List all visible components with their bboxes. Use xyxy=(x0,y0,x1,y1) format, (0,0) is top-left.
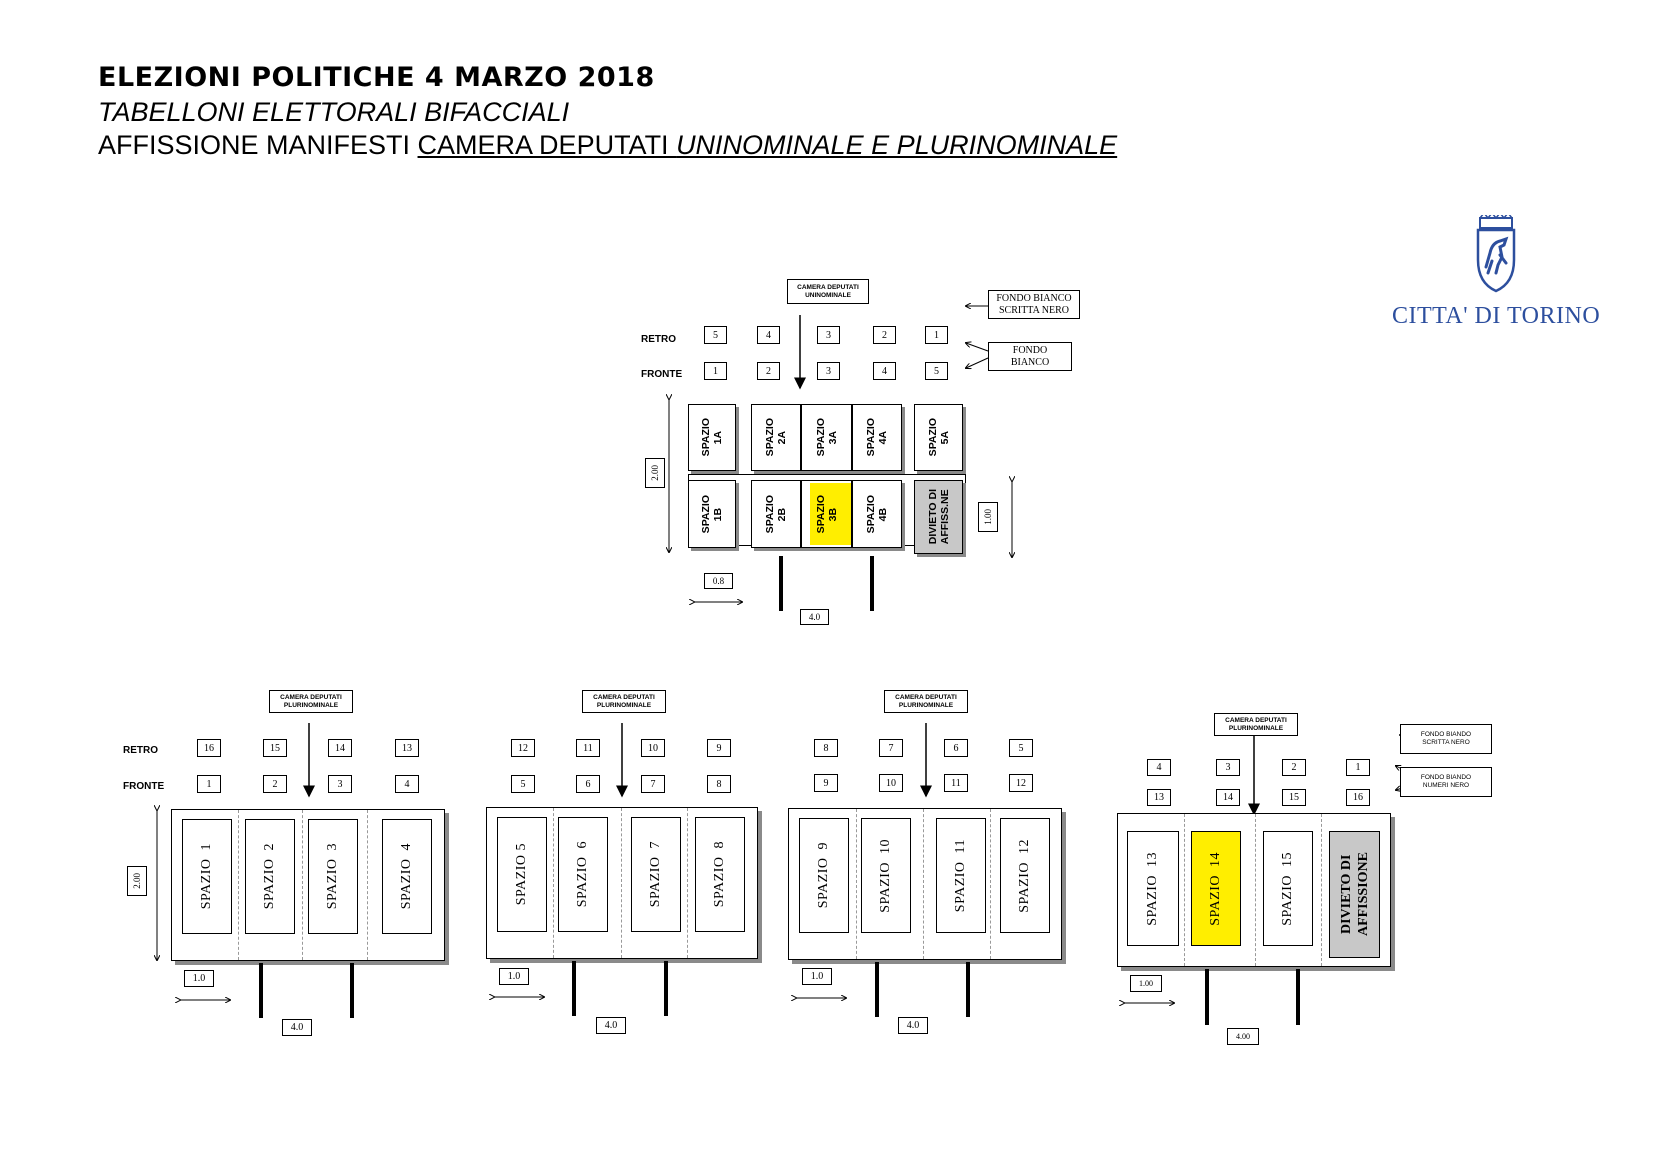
title-line-3-italic: UNINOMINALE E PLURINOMINALE xyxy=(676,130,1118,160)
board2-space-7-label: SPAZIO 7 xyxy=(648,841,663,908)
uninominale-total-dim: 4.0 xyxy=(800,609,829,625)
board3-space-11 xyxy=(936,818,986,933)
board3-space-12-label: SPAZIO 12 xyxy=(1017,838,1032,913)
board2-space-8 xyxy=(695,817,745,932)
board3-divider-2 xyxy=(923,809,924,959)
board3 xyxy=(788,808,1062,960)
board2-post-left xyxy=(572,961,576,1016)
board3-post-right xyxy=(966,962,970,1017)
board2-retro-3: 10 xyxy=(641,739,665,757)
uninominale-space-2b-label: SPAZIO 2B xyxy=(764,494,788,534)
uninominale-height-dim xyxy=(645,458,665,488)
board2-header xyxy=(582,690,666,713)
board4-header-text: CAMERA DEPUTATI PLURINOMINALE xyxy=(1225,716,1287,732)
board4-note-1-text: FONDO BIANDO SCRITTA NERO xyxy=(1420,731,1472,746)
board1-retro-label: RETRO xyxy=(123,745,158,756)
title-line-3-camera: CAMERA DEPUTATI xyxy=(417,130,677,160)
board1-post-left xyxy=(259,963,263,1018)
board1-fronte-2: 2 xyxy=(263,775,287,793)
board3-retro-1: 8 xyxy=(814,739,838,757)
uninominale-space-5a-label: SPAZIO 5A xyxy=(926,418,951,457)
board1-total-dim: 4.0 xyxy=(282,1019,312,1036)
uninominale-retro-5: 1 xyxy=(925,326,948,344)
board3-divider-1 xyxy=(856,809,857,959)
uninominale-fronte-4: 4 xyxy=(873,362,896,380)
title-line-1: ELEZIONI POLITICHE 4 MARZO 2018 xyxy=(98,62,655,93)
uninominale-space-3b xyxy=(801,480,852,548)
board1-height-dim-text: 2.00 xyxy=(132,873,142,889)
board2-divider-1 xyxy=(553,808,554,958)
board3-total-dim: 4.0 xyxy=(898,1017,928,1034)
board4-post-left xyxy=(1205,969,1209,1025)
uninominale-note-1 xyxy=(988,290,1080,319)
board1-divider-3 xyxy=(367,810,368,960)
logo-text: CITTA' DI TORINO xyxy=(1392,303,1601,329)
board3-space-9 xyxy=(799,818,849,933)
uninominale-header-text: CAMERA DEPUTATI UNINOMINALE xyxy=(797,283,859,299)
uninominale-space-3a-label: SPAZIO 3A xyxy=(814,418,839,457)
board4-fronte-3: 15 xyxy=(1282,789,1306,806)
board4-width-dim: 1.00 xyxy=(1130,975,1162,992)
uninominale-retro-1: 5 xyxy=(704,326,727,344)
board4-space-13 xyxy=(1127,831,1179,946)
uninominale-space-3b-label: SPAZIO 3B xyxy=(814,494,839,534)
board2-fronte-1: 5 xyxy=(511,775,535,793)
uninominale-retro-4: 2 xyxy=(873,326,896,344)
board1-space-1 xyxy=(182,819,232,934)
uninominale-space-4b xyxy=(852,480,902,548)
board1-retro-1: 16 xyxy=(197,739,221,757)
board4-retro-2: 3 xyxy=(1216,759,1240,776)
board3-fronte-2: 10 xyxy=(879,774,903,792)
board2-retro-1: 12 xyxy=(511,739,535,757)
board3-space-10 xyxy=(861,818,911,933)
board4-header xyxy=(1214,713,1298,736)
board1-space-2-label: SPAZIO 2 xyxy=(262,843,277,910)
board4-note-2-text: FONDO BIANDO NUMERI NERO xyxy=(1420,774,1472,789)
board3-space-9-label: SPAZIO 9 xyxy=(816,842,831,909)
uninominale-space-1a xyxy=(688,404,736,471)
board3-space-12 xyxy=(1000,818,1050,933)
board3-fronte-1: 9 xyxy=(814,774,838,792)
uninominale-post-right xyxy=(870,556,874,611)
uninominale-space-1b xyxy=(688,480,736,548)
uninominale-retro-3: 3 xyxy=(817,326,840,344)
board1 xyxy=(171,809,445,961)
board2-space-7 xyxy=(631,817,681,932)
uninominale-space-1b-label: SPAZIO 1B xyxy=(700,494,724,534)
board1-retro-3: 14 xyxy=(328,739,352,757)
board1-width-dim: 1.0 xyxy=(184,970,214,987)
board2-space-8-label: SPAZIO 8 xyxy=(712,841,727,908)
board3-space-11-label: SPAZIO 11 xyxy=(953,838,968,913)
board1-space-3 xyxy=(308,819,358,934)
uninominale-retro-label: RETRO xyxy=(641,334,676,345)
uninominale-fronte-5: 5 xyxy=(925,362,948,380)
uninominale-width-dim: 0.8 xyxy=(704,573,733,589)
board4-divieto xyxy=(1329,831,1380,958)
board3-retro-4: 5 xyxy=(1009,739,1033,757)
board2-fronte-2: 6 xyxy=(576,775,600,793)
board4-space-14-label: SPAZIO 14 xyxy=(1208,851,1223,926)
board4-note-2 xyxy=(1400,767,1492,797)
board1-height-dim xyxy=(127,866,147,896)
board1-space-1-label: SPAZIO 1 xyxy=(199,843,214,910)
uninominale-space-2b xyxy=(751,480,801,548)
board2-fronte-4: 8 xyxy=(707,775,731,793)
board4-post-right xyxy=(1296,969,1300,1025)
title-line-2: TABELLONI ELETTORALI BIFACCIALI xyxy=(98,97,570,127)
board1-divider-1 xyxy=(238,810,239,960)
board2-total-dim: 4.0 xyxy=(596,1017,626,1034)
uninominale-panel-dim xyxy=(978,502,998,532)
board4-retro-1: 4 xyxy=(1147,759,1171,776)
board1-header xyxy=(269,690,353,713)
title-line-3-prefix: AFFISSIONE MANIFESTI xyxy=(98,130,418,160)
board4-retro-3: 2 xyxy=(1282,759,1306,776)
board1-retro-2: 15 xyxy=(263,739,287,757)
board2-divider-2 xyxy=(621,808,622,958)
board4-space-14 xyxy=(1191,831,1241,946)
board4-space-15-label: SPAZIO 15 xyxy=(1280,851,1295,926)
uninominale-note-2 xyxy=(988,342,1072,371)
board4-note-1 xyxy=(1400,724,1492,754)
uninominale-space-1a-label: SPAZIO 1A xyxy=(700,418,724,457)
uninominale-height-dim-text: 2.00 xyxy=(650,465,660,481)
board4-divieto-label: DIVIETO DI AFFISSIONE xyxy=(1338,852,1371,937)
board2-space-6-label: SPAZIO 6 xyxy=(575,841,590,908)
uninominale-post-left xyxy=(779,556,783,611)
board3-retro-3: 6 xyxy=(944,739,968,757)
board3-retro-2: 7 xyxy=(879,739,903,757)
board1-header-text: CAMERA DEPUTATI PLURINOMINALE xyxy=(280,693,342,709)
uninominale-panel-dim-text: 1.00 xyxy=(983,509,993,525)
board3-post-left xyxy=(875,962,879,1017)
uninominale-space-4b-label: SPAZIO 4B xyxy=(865,494,889,534)
board1-retro-4: 13 xyxy=(395,739,419,757)
board4 xyxy=(1117,813,1391,967)
board1-space-4 xyxy=(382,819,432,934)
board3-header-text: CAMERA DEPUTATI PLURINOMINALE xyxy=(895,693,957,709)
board4-fronte-2: 14 xyxy=(1216,789,1240,806)
board4-space-15 xyxy=(1263,831,1313,946)
board1-fronte-label: FRONTE xyxy=(123,781,165,792)
board4-fronte-1: 13 xyxy=(1147,789,1171,806)
uninominale-retro-2: 4 xyxy=(757,326,780,344)
board2-divider-3 xyxy=(687,808,688,958)
board2-space-6 xyxy=(558,817,608,932)
board3-fronte-4: 12 xyxy=(1009,774,1033,792)
board1-fronte-1: 1 xyxy=(197,775,221,793)
uninominale-space-2a xyxy=(751,404,801,471)
board4-retro-4: 1 xyxy=(1346,759,1370,776)
board1-space-3-label: SPAZIO 3 xyxy=(325,843,340,910)
uninominale-fronte-3: 3 xyxy=(817,362,840,380)
board2-header-text: CAMERA DEPUTATI PLURINOMINALE xyxy=(593,693,655,709)
board2-post-right xyxy=(664,961,668,1016)
board1-fronte-4: 4 xyxy=(395,775,419,793)
uninominale-fronte-1: 1 xyxy=(704,362,727,380)
board4-divider-1 xyxy=(1184,814,1185,966)
board1-post-right xyxy=(350,963,354,1018)
board2-width-dim: 1.0 xyxy=(499,968,529,985)
board3-header xyxy=(884,690,968,713)
uninominale-space-3a xyxy=(801,404,852,471)
board1-space-2 xyxy=(245,819,295,934)
board3-space-10-label: SPAZIO 10 xyxy=(878,838,893,913)
uninominale-note-1-text: FONDO BIANCO SCRITTA NERO xyxy=(996,292,1072,316)
board4-fronte-4: 16 xyxy=(1346,789,1370,806)
uninominale-divieto-label: DIVIETO DI AFFISS.NE xyxy=(926,489,951,545)
uninominale-header xyxy=(787,279,869,304)
board2 xyxy=(486,807,758,959)
board4-space-13-label: SPAZIO 13 xyxy=(1145,851,1160,926)
uninominale-space-4a xyxy=(852,404,902,471)
uninominale-fronte-2: 2 xyxy=(757,362,780,380)
uninominale-divieto xyxy=(914,480,963,554)
uninominale-fronte-label: FRONTE xyxy=(641,369,683,380)
board4-divider-2 xyxy=(1255,814,1256,966)
board4-divider-3 xyxy=(1321,814,1322,966)
uninominale-note-2-text: FONDO BIANCO xyxy=(1010,344,1050,368)
uninominale-space-4a-label: SPAZIO 4A xyxy=(865,418,889,457)
board2-space-5 xyxy=(497,817,547,932)
board2-space-5-label: SPAZIO 5 xyxy=(514,843,529,906)
board2-retro-2: 11 xyxy=(576,739,600,757)
uninominale-space-2a-label: SPAZIO 2A xyxy=(764,418,788,457)
board2-retro-4: 9 xyxy=(707,739,731,757)
uninominale-space-5a xyxy=(914,404,963,471)
board3-fronte-3: 11 xyxy=(944,774,968,792)
board1-divider-2 xyxy=(302,810,303,960)
board1-space-4-label: SPAZIO 4 xyxy=(399,843,414,910)
board3-divider-3 xyxy=(990,809,991,959)
board4-total-dim: 4.00 xyxy=(1227,1028,1259,1045)
board2-fronte-3: 7 xyxy=(641,775,665,793)
board1-fronte-3: 3 xyxy=(328,775,352,793)
board3-width-dim: 1.0 xyxy=(802,968,832,985)
